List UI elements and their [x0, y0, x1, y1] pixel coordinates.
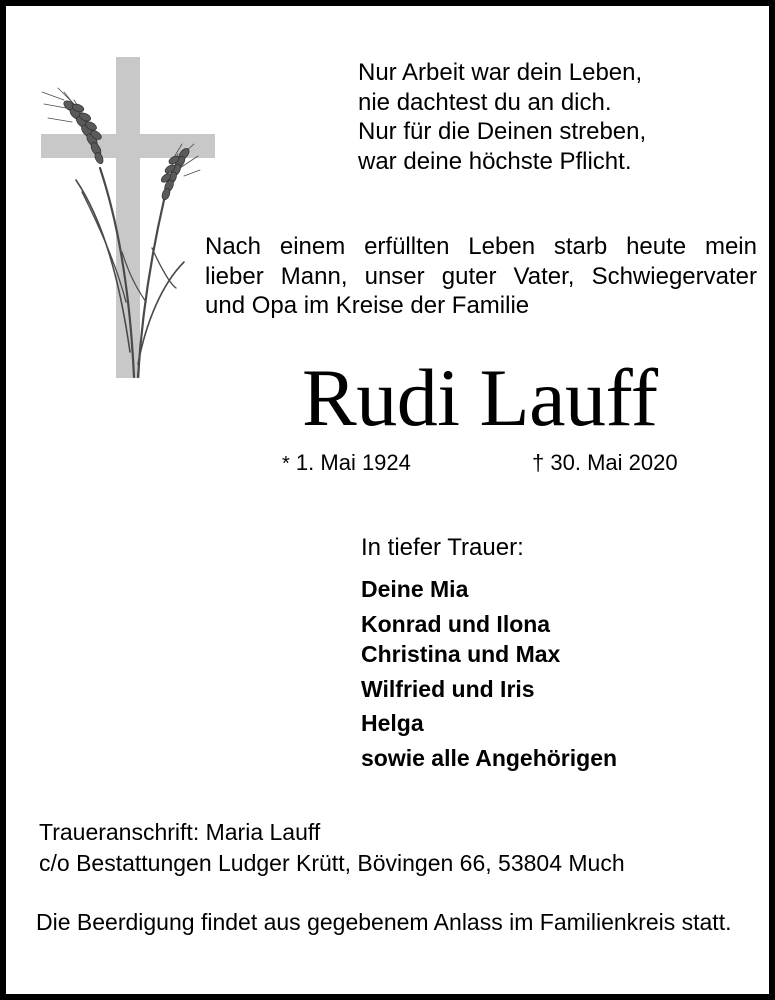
cross-with-wheat-icon — [34, 52, 224, 382]
death-dagger-icon: † — [532, 450, 545, 475]
address-line: Traueranschrift: Maria Lauff — [39, 819, 321, 845]
mourner-name: sowie alle Angehörigen — [361, 744, 618, 771]
announcement-line: Nach einem erfüllten Leben starb heute mein — [205, 233, 757, 260]
poem-line: Nur für die Deinen streben, — [358, 118, 647, 145]
announcement-text — [205, 232, 757, 321]
mourning-address — [39, 817, 625, 879]
death-date: 30. Mai 2020 — [550, 450, 678, 475]
poem-line: nie dachtest du an dich. — [358, 88, 612, 116]
mourner-name: Wilfried und Iris — [361, 675, 535, 702]
death-date-line — [532, 449, 678, 477]
mourner-name: Konrad und Ilona — [361, 610, 551, 637]
mourners-list — [361, 572, 617, 775]
announcement-line: und Opa im Kreise der Familie — [205, 292, 530, 319]
mourning-heading: In tiefer Trauer: — [361, 534, 524, 561]
announcement-line: lieber Mann, unser guter Vater, Schwiegervater — [205, 262, 757, 290]
mourner-name: Helga — [361, 710, 424, 736]
mourner-name: Christina und Max — [361, 641, 561, 667]
birth-date: 1. Mai 1924 — [295, 450, 411, 475]
poem-line: Nur Arbeit war dein Leben, — [358, 59, 643, 86]
funeral-note: Die Beerdigung findet aus gegebenem Anlass im Familienkreis statt. — [36, 909, 732, 935]
poem-line: war deine höchste Pflicht. — [358, 147, 632, 175]
mourner-name: Deine Mia — [361, 576, 469, 602]
address-line: c/o Bestattungen Ludger Krütt, Bövingen 66, 53804 Much — [39, 850, 625, 876]
memorial-poem — [358, 58, 646, 176]
deceased-name: Rudi Lauff — [302, 352, 658, 443]
birth-star-icon: * — [282, 453, 290, 475]
birth-date-line — [282, 449, 411, 478]
